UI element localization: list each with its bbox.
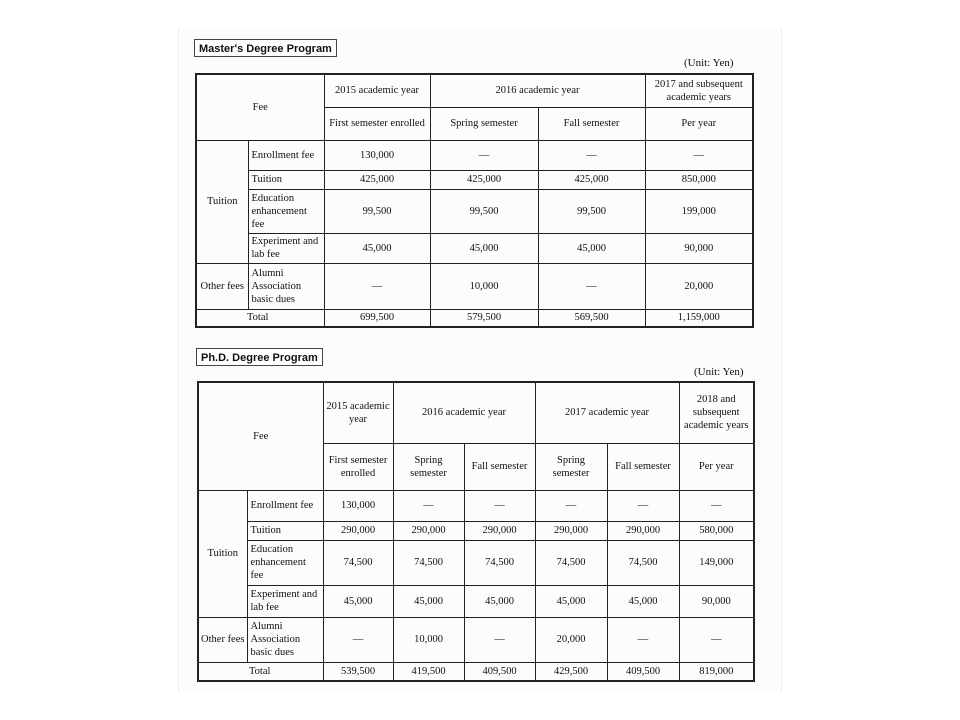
period-header: Spring semester (430, 107, 538, 140)
year-header-2017: 2017 academic year (535, 382, 679, 443)
fee-value: 99,500 (538, 189, 645, 233)
fee-value: 90,000 (645, 233, 753, 263)
fee-value: 45,000 (464, 585, 535, 617)
fee-value: 199,000 (645, 189, 753, 233)
fee-value: — (538, 140, 645, 170)
fee-value: 20,000 (645, 263, 753, 309)
fee-value: — (679, 490, 754, 521)
fee-value: 90,000 (679, 585, 754, 617)
fee-item-label: Alumni Association basic dues (248, 263, 324, 309)
masters-program-title: Master's Degree Program (194, 39, 337, 57)
fee-value: — (464, 617, 535, 662)
fee-value: — (679, 617, 754, 662)
fee-item-label: Enrollment fee (248, 140, 324, 170)
fee-value: 74,500 (535, 540, 607, 585)
fee-value: — (535, 490, 607, 521)
fee-value: 290,000 (535, 521, 607, 540)
fee-value: 45,000 (538, 233, 645, 263)
total-value: 579,500 (430, 309, 538, 327)
period-header: Per year (679, 443, 754, 490)
fee-value: 149,000 (679, 540, 754, 585)
fee-value: 74,500 (464, 540, 535, 585)
fee-item-label: Education enhancement fee (247, 540, 323, 585)
total-value: 539,500 (323, 662, 393, 681)
fee-value: — (538, 263, 645, 309)
fee-value: 74,500 (393, 540, 464, 585)
fee-item-label: Experiment and lab fee (247, 585, 323, 617)
masters-fee-table (195, 73, 754, 328)
fee-value: 290,000 (464, 521, 535, 540)
fee-value: 130,000 (324, 140, 430, 170)
fee-value: 10,000 (430, 263, 538, 309)
period-header: First semester enrolled (324, 107, 430, 140)
total-value: 569,500 (538, 309, 645, 327)
fee-value: 99,500 (430, 189, 538, 233)
fee-value: 20,000 (535, 617, 607, 662)
period-header: Spring semester (535, 443, 607, 490)
fee-value: — (323, 617, 393, 662)
fee-item-label: Alumni Association basic dues (247, 617, 323, 662)
fee-value: 290,000 (393, 521, 464, 540)
group-label-tuition: Tuition (198, 490, 247, 617)
fee-value: 130,000 (323, 490, 393, 521)
fee-value: 10,000 (393, 617, 464, 662)
fee-value: 580,000 (679, 521, 754, 540)
total-value: 699,500 (324, 309, 430, 327)
total-value: 409,500 (607, 662, 679, 681)
phd-fee-table (197, 381, 755, 682)
group-label-tuition: Tuition (196, 140, 248, 263)
phd-program-title: Ph.D. Degree Program (196, 348, 323, 366)
total-value: 819,000 (679, 662, 754, 681)
year-header-2016: 2016 academic year (430, 74, 645, 107)
fee-value: 425,000 (324, 170, 430, 189)
period-header: Fall semester (607, 443, 679, 490)
fee-value: 45,000 (393, 585, 464, 617)
fee-value: 99,500 (324, 189, 430, 233)
period-header: Fall semester (538, 107, 645, 140)
fee-item-label: Enrollment fee (247, 490, 323, 521)
period-header: First semester enrolled (323, 443, 393, 490)
group-label-other-fees: Other fees (198, 617, 247, 662)
fee-value: 74,500 (607, 540, 679, 585)
fee-value: 425,000 (430, 170, 538, 189)
year-header-2015: 2015 academic year (324, 74, 430, 107)
fee-value: — (607, 490, 679, 521)
fee-value: — (645, 140, 753, 170)
total-value: 419,500 (393, 662, 464, 681)
year-header-2016: 2016 academic year (393, 382, 535, 443)
fee-value: 74,500 (323, 540, 393, 585)
period-header: Spring semester (393, 443, 464, 490)
period-header: Per year (645, 107, 753, 140)
fee-header: Fee (196, 74, 324, 140)
year-header-2017-plus: 2017 and subsequent academic years (645, 74, 753, 107)
total-label: Total (198, 662, 323, 681)
fee-value: 290,000 (323, 521, 393, 540)
fee-item-label: Tuition (247, 521, 323, 540)
fee-value: 290,000 (607, 521, 679, 540)
phd-unit-note: (Unit: Yen) (694, 366, 744, 378)
fee-value: 45,000 (607, 585, 679, 617)
fee-item-label: Tuition (248, 170, 324, 189)
total-value: 1,159,000 (645, 309, 753, 327)
year-header-2015: 2015 academic year (323, 382, 393, 443)
total-label: Total (196, 309, 324, 327)
fee-value: 45,000 (324, 233, 430, 263)
total-value: 409,500 (464, 662, 535, 681)
fee-value: — (464, 490, 535, 521)
period-header: Fall semester (464, 443, 535, 490)
total-value: 429,500 (535, 662, 607, 681)
fee-value: — (607, 617, 679, 662)
fee-header: Fee (198, 382, 323, 490)
fee-value: — (393, 490, 464, 521)
fee-value: — (430, 140, 538, 170)
fee-value: 45,000 (535, 585, 607, 617)
fee-value: 45,000 (430, 233, 538, 263)
fee-value: 45,000 (323, 585, 393, 617)
fee-item-label: Education enhancement fee (248, 189, 324, 233)
masters-unit-note: (Unit: Yen) (684, 57, 734, 69)
fee-value: 850,000 (645, 170, 753, 189)
group-label-other-fees: Other fees (196, 263, 248, 309)
fee-value: — (324, 263, 430, 309)
fee-item-label: Experiment and lab fee (248, 233, 324, 263)
year-header-2018-plus: 2018 and subsequent academic years (679, 382, 754, 443)
fee-value: 425,000 (538, 170, 645, 189)
